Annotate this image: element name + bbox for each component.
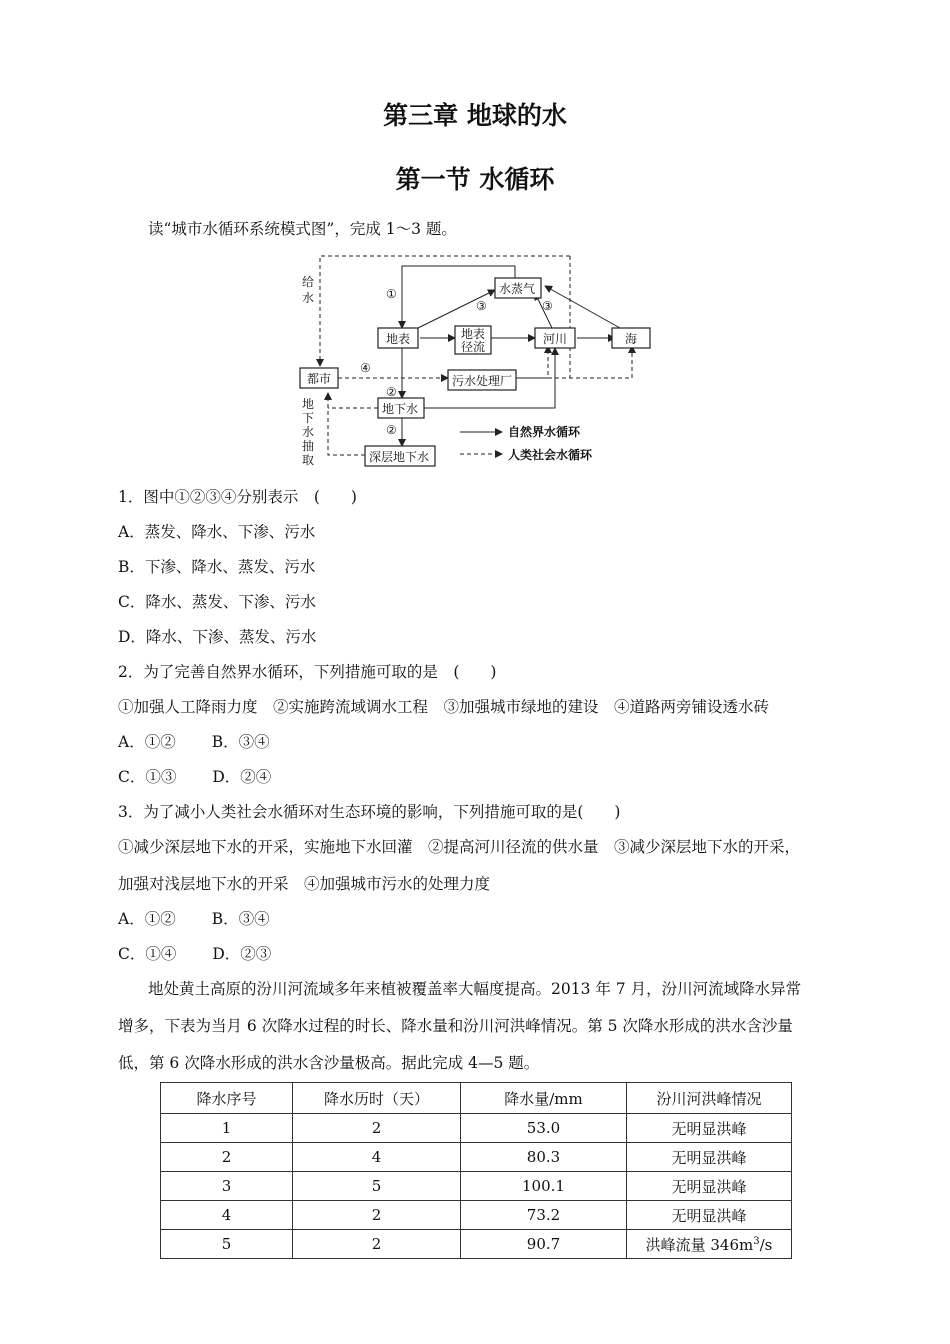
label-sewage: 污水处理厂	[452, 374, 513, 388]
legend-natural: 自然界水循环	[508, 425, 581, 439]
table-cell: 2	[293, 1114, 461, 1143]
table-cell: 1	[161, 1114, 293, 1143]
label-sea: 海	[625, 332, 638, 346]
label-n2a: ②	[386, 385, 397, 399]
table-cell: 无明显洪峰	[627, 1201, 792, 1230]
table-header: 汾川河洪峰情况	[627, 1083, 792, 1114]
label-n2b: ②	[386, 423, 397, 437]
table-cell: 4	[293, 1143, 461, 1172]
label-river: 河川	[543, 332, 568, 346]
q3-measures-line1: ①减少深层地下水的开采，实施地下水回灌 ②提高河川径流的供水量 ③减少深层地下水的开采，	[118, 838, 801, 856]
label-n1: ①	[386, 287, 397, 301]
q3-options-row2	[118, 943, 271, 965]
table-cell-flow	[627, 1230, 792, 1259]
legend-human: 人类社会水循环	[508, 448, 593, 462]
table-cell: 2	[293, 1201, 461, 1230]
q3-option-c: C．①④	[118, 945, 177, 963]
q2-option-c: C．①③	[118, 768, 177, 786]
table-cell: 3	[161, 1172, 293, 1201]
table-cell: 无明显洪峰	[627, 1172, 792, 1201]
flow-unit: /s	[759, 1235, 773, 1254]
q3-options-row1	[118, 908, 270, 930]
table-cell: 无明显洪峰	[627, 1114, 792, 1143]
q2-options-row2	[118, 766, 271, 788]
label-n3a: ③	[476, 299, 487, 313]
flow-sup: 3	[753, 1235, 760, 1247]
q3-option-d: D．②③	[212, 945, 272, 963]
table-row	[161, 1172, 792, 1201]
table-header: 降水序号	[161, 1083, 293, 1114]
label-extract-5: 取	[302, 453, 315, 467]
label-vapor: 水蒸气	[499, 282, 536, 296]
table-row	[161, 1143, 792, 1172]
table-cell: 73.2	[461, 1201, 627, 1230]
q2-option-a: A．①②	[118, 733, 176, 751]
passage-line3: 低，第 6 次降水形成的洪水含沙量极高。据此完成 4—5 题。	[118, 1054, 540, 1072]
section-title: 第一节 水循环	[395, 165, 555, 194]
table-cell: 80.3	[461, 1143, 627, 1172]
q3-option-b: B．③④	[211, 910, 270, 928]
table-row	[161, 1230, 792, 1259]
table-row	[161, 1201, 792, 1230]
q3-option-a: A．①②	[118, 910, 176, 928]
label-city: 都市	[307, 372, 332, 386]
table-cell: 90.7	[461, 1230, 627, 1259]
table-header: 降水量/mm	[461, 1083, 627, 1114]
q1-option-d: D．降水、下渗、蒸发、污水	[118, 628, 317, 646]
label-surface: 地表	[386, 332, 411, 346]
chapter-title: 第三章 地球的水	[383, 101, 567, 130]
precipitation-table	[160, 1082, 792, 1259]
q1-stem: 1．图中①②③④分别表示 ( )	[118, 488, 357, 506]
label-extract-1: 地	[302, 397, 315, 411]
label-extract-4: 抽	[302, 439, 315, 453]
passage-line2: 增多，下表为当月 6 次降水过程的时长、降水量和汾川河洪峰情况。第 5 次降水形成的洪水含沙量	[118, 1017, 793, 1035]
label-extract-3: 水	[302, 425, 315, 439]
label-extract-2: 下	[302, 411, 315, 425]
q1-option-a: A．蒸发、降水、下渗、污水	[118, 523, 316, 541]
water-cycle-diagram	[290, 248, 638, 470]
label-supply-2: 水	[302, 291, 315, 305]
label-runoff-2: 径流	[461, 340, 486, 354]
q3-stem: 3．为了减小人类社会水循环对生态环境的影响，下列措施可取的是( )	[118, 803, 621, 821]
table-header: 降水历时（天）	[293, 1083, 461, 1114]
table-header-row	[161, 1083, 792, 1114]
table-cell: 2	[161, 1143, 293, 1172]
q2-option-d: D．②④	[212, 768, 272, 786]
label-n4: ④	[360, 361, 371, 375]
label-deep-groundwater: 深层地下水	[369, 450, 430, 464]
table-cell: 5	[293, 1172, 461, 1201]
table-cell: 2	[293, 1230, 461, 1259]
q3-measures-line2: 加强对浅层地下水的开采 ④加强城市污水的处理力度	[118, 875, 491, 893]
label-runoff-1: 地表	[461, 327, 486, 341]
flow-text: 洪峰流量 346m	[645, 1235, 754, 1254]
q2-stem: 2．为了完善自然界水循环，下列措施可取的是 ( )	[118, 663, 497, 681]
table-cell: 53.0	[461, 1114, 627, 1143]
q2-measures: ①加强人工降雨力度 ②实施跨流域调水工程 ③加强城市绿地的建设 ④道路两旁铺设透水砖	[118, 698, 770, 716]
table-row	[161, 1114, 792, 1143]
label-n3b: ③	[542, 299, 553, 313]
table-cell: 5	[161, 1230, 293, 1259]
table-cell: 无明显洪峰	[627, 1143, 792, 1172]
intro-text: 读“城市水循环系统模式图”，完成 1～3 题。	[148, 220, 457, 238]
label-supply-1: 给	[302, 275, 315, 289]
q2-option-b: B．③④	[211, 733, 270, 751]
q1-option-c: C．降水、蒸发、下渗、污水	[118, 593, 316, 611]
q1-option-b: B．下渗、降水、蒸发、污水	[118, 558, 316, 576]
table-cell: 4	[161, 1201, 293, 1230]
q2-options-row1	[118, 731, 270, 753]
table-cell: 100.1	[461, 1172, 627, 1201]
label-groundwater: 地下水	[382, 402, 419, 416]
passage-line1: 地处黄土高原的汾川河流域多年来植被覆盖率大幅度提高。2013 年 7 月，汾川河流域降水异常	[148, 980, 802, 998]
